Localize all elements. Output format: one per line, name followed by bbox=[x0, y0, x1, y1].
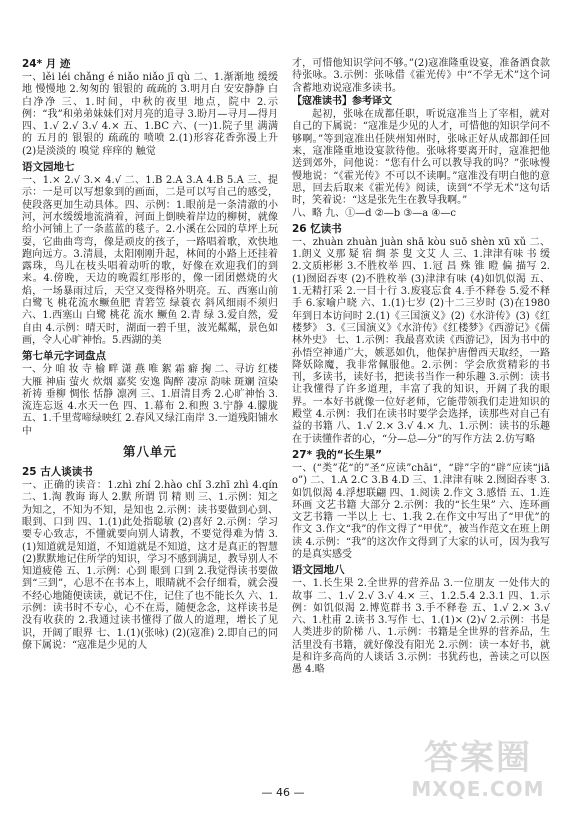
unit-7-vocab-title: 第七单元字词盘点 bbox=[22, 350, 106, 363]
lesson-25-answers: 一、正确的读音：1.zhì zhí 2.hào chǐ 3.zhī zhì 4.qín 二、1.淘 教诲 诲人 2.默 所谓 罚 精 则 三、1.示例：知之为知之，不知为不知，是知也 2.示例：读书要做到心到、眼到、口到 四、1.(1)此处指聪敏 (2)喜好 2.示例：学习要专心致志，不懂就要向别人请教，不要觉得难为情 3.(1)知道就是知道，不知道就是不知道，这才是真正的智慧 (2)默默地记住所学的知识，学习不感到满足，教导别人不知道疲倦 五、1.示例：心到 眼到 口到 2.我觉得读书要做到“三到”，心思不在书本上，眼睛就不会仔细看，就会漫不经心地随便读读，就记不住，记住了也不能长久 六、1.示例：读书时不专心，心不在焉，随便念念，这样读书是没有收获的 2.我通过读书懂得了做人的道理，增长了见识，开阔了眼界 七、1.(1)(张咏) (2)(寇准) 2.即自己的同僚下属说：“寇准是少见的人 bbox=[22, 480, 278, 651]
translation-title: 【寇准读书】参考译文 bbox=[292, 95, 392, 107]
lesson-25-answers-continued: 才，可惜他知识学问不够。”(2)寇准隆重设宴，准备酒食款待张咏。3.示例：张咏借《霍光传》中“不学无术”这个词含蓄地劝说寇准多读书。 bbox=[292, 58, 550, 94]
watermark-logo-text: 答案圈 bbox=[424, 738, 532, 778]
lesson-26-title: 26 忆读书 bbox=[292, 222, 342, 235]
watermark-domain: MXQE.COM bbox=[411, 777, 545, 801]
right-column bbox=[292, 58, 550, 677]
unit-8-heading: 第八单元 bbox=[122, 444, 177, 460]
lesson-27-answers: 一、(“类”花“的”圣“应读”chāi“，“辟”字的“辟”应读“jiāo”) 二、1.A 2.C 3.B 4.D 三、1.津津有味 2.囫囵吞枣 3.如饥似渴 4.浮想联翩 四、1.阅读 2.作文 3.感悟 五、1.连环画 文艺书籍 大部分 2.示例：我的“长生果” 六、连环画 文艺书籍 一半以上 七、1.我 2.在作文中写出了“甲优”的作文 3.作文“我”的作文得了“甲优”，被当作范文在班上朗读 4.示例：“我”的这次作文得到了大家的认可，因为我写的是真实感受 bbox=[292, 462, 550, 560]
garden-7-answers: 一、1.× 2.√ 3.× 4.√ 二、1.B 2.A 3.A 4.B 5.A 三、提示：一是可以写想象到的画面，二是可以写自己的感受，使段落更加生动具体。四、示例：1.眼前是一条清澈的小河，河水缓缓地流淌着，河面上倒映着岸边的柳树，就像给小河铺上了一条蓝蓝的毯子。2.小溪在公园的草坪上玩耍，它曲曲弯弯，像是顽皮的孩子，一路唱着歌，欢快地跑向远方。3.清晨，太阳刚刚升起，林间的小路上还挂着露珠，鸟儿在枝头唱着动听的歌，好像在欢迎我们的到来。4.傍晚，天边的晚霞红彤彤的，像一团团燃烧的火焰，一场暴雨过后，天空又变得格外明亮。五、西塞山前白鹭飞 桃花流水鳜鱼肥 青箬笠 绿蓑衣 斜风细雨不须归 六、1.西塞山 白鹭 桃花 流水 鳜鱼 2.青 绿 3.爱自然，爱自由 4.示例：晴天时，湖面一碧千里，波光粼粼，景色如画，令人心旷神怡。5.西湖的美 bbox=[22, 175, 278, 346]
page-number: — 46 — bbox=[261, 786, 305, 799]
lesson-25-extra-answers: 八、略 九、①—d ②—b ③—a ④—c bbox=[292, 207, 456, 219]
garden-8-title: 语文园地八 bbox=[292, 564, 345, 577]
lesson-24-title: 24* 月 迹 bbox=[22, 58, 71, 70]
lesson-24-answers: 一、lěi léi chǎng é niǎo niǎo jī qù 二、1.渐渐地 缓缓地 慢慢地 2.匆匆的 银银的 疏疏的 3.明月白 安安静静 白白净净 三、1.时间，中秋的夜里 地点，院中 2.示例：“我”和弟弟妹妹们对月亮的追寻 3.盼月—寻月—得月 四、1.√ 2.√ 3.√ 4.× 五、1.BC 六、(一)1.院子里 满满的 五月的 银银的 疏疏的 喷喷 2.(1)形容花香弥漫上升 (2)是淡淡的 嗅觉 痒痒的 触觉 bbox=[22, 72, 278, 157]
left-column bbox=[22, 58, 278, 652]
unit-7-vocab-answers: 一、分 咱 妆 寺 榆 畔 潇 燕 唯 絮 霜 癖 掬 二、寻访 红楼 大雁 神庙 萤火 炊烟 嘉奖 安逸 陶醉 凄凉 韵味 斑斓 渲染 祈祷 垂柳 惆怅 恬静 凛冽 三、1.眉清目秀 2.心旷神怡 3.流连忘返 4.水天一色 四、1.幕布 2.和煦 3.宁静 4.朦胧 五、1.千里莺啼绿映红 2.春风又绿江南岸 3.一道残阳铺水中 bbox=[22, 364, 278, 437]
translation-text: 起初，张咏在成都任职，听说寇准当上了宰相，就对自己的下属说：“寇准是少见的人才，可惜他的知识学问不够啊。”等到寇准出任陕州知州时，张咏正好从成都卸任回来，寇准隆重地设宴款待他。张咏将要离开时，寇准把他送到郊外，问他说：“您有什么可以教导我的吗？”张咏慢慢地说：“《霍光传》不可以不读啊。”寇准没有明白他的意思，回去后取来《霍光传》阅读，读到“不学无术”这句话时，笑着说：“这是张先生在教导我啊。” bbox=[292, 109, 550, 207]
garden-8-answers: 一、1.长生果 2.全世界的营养品 3.一位朋友 一处伟大的故事 二、1.√ 2.√ 3.√ 4.× 三、1.2.5.4 2.3.1 四、1.示例：如饥似渴 2.博览群书 3.手不释卷 五、1.√ 2.× 3.√ 六、1.杜甫 2.读书 3.写作 七、1.(1)× (2)√ 2.示例：书是人类进步的阶梯 八、1.示例：书籍是全世界的营养品，生活里没有书籍，就好像没有阳光 2.示例：读一本好书，就是和许多高尚的人谈话 3.示例：书犹药也，善读之可以医愚 4.略 bbox=[292, 578, 550, 676]
lesson-27-title: 27* 我的“长生果” bbox=[292, 448, 383, 461]
lesson-25-title: 25 古人谈读书 bbox=[22, 466, 93, 479]
lesson-26-answers: 一、zhuàn zhuàn juàn shā kòu suō shèn xū xǔ 二、1.朗义 义那 疑 宿 绸 茶 叟 文艾 人 三、1.津津有味 书 缓 2.文质彬彬 3.不胜枚举 四、1.冠 昌 殊 锥 瞪 偏 描写 2.(1)囫囵吞枣 (2)不胜枚举 (3)津津有味 (4)如饥似渴 五、1.无精打采 2.一目十行 3.废寝忘食 4.手不释卷 5.爱不释手 6.家喻户晓 六、1.(1)七岁 (2)十二三岁时 (3)在1980年到日本访问时 2.(1)《三国演义》(2)《水浒传》(3)《红楼梦》 3.《三国演义》《水浒传》《红楼梦》《西游记》《儒林外史》 七、1.示例：我最喜欢读《西游记》，因为书中的孙悟空神通广大，嫉恶如仇，他保护唐僧西天取经，一路降妖除魔，我非常佩服他。2.示例：学会欣赏精彩的书刊，多读书，读好书，把读书当作一种乐趣 3.示例：读书让我懂得了许多道理，丰富了我的知识，开阔了我的眼界。一本好书就像一位好老师，它能带领我们走进知识的殿堂 4.示例：我们在读书时要学会选择，读那些对自己有益的书籍 八、1.√ 2.× 3.√ 4.× 九、1.示例：读书的乐趣在于读懂作者的心，“分—总—分”的写作方法 2.仿写略 bbox=[292, 236, 550, 445]
garden-7-title: 语文园地七 bbox=[22, 161, 75, 174]
